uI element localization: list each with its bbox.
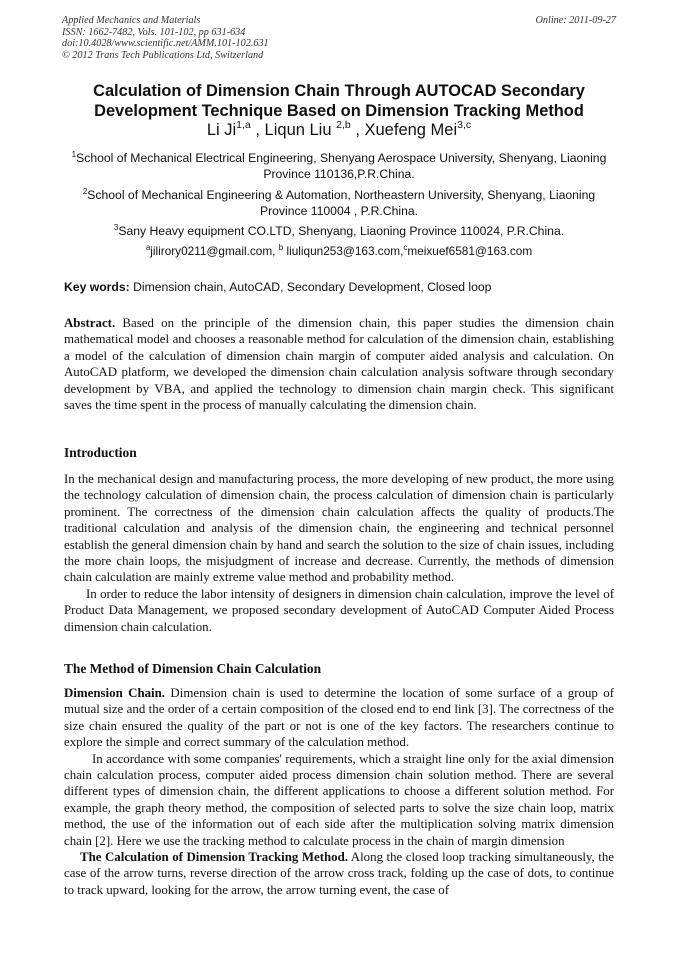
dimension-chain-text: Dimension chain is used to determine the location of some surface of a group of mutual size and the order of a certain composition of the closed end to end link [3]. The correctness of the size chain ensured the quality of the part or not is one of the key factors. The researchers continue to explore the simple and correct summary of the calculation method. <box>64 686 614 750</box>
affiliation-2-line-2: Province 110004 , P.R.China. <box>259 204 419 218</box>
email-a-sup: a <box>145 243 151 252</box>
title-line-2: Development Technique Based on Dimension Tracking Method <box>94 102 584 120</box>
email-c[interactable]: meixuef6581@163.com <box>407 244 533 258</box>
author-sep-2: , <box>350 121 365 139</box>
author-3: Xuefeng Mei <box>364 121 458 139</box>
abstract-text: Based on the principle of the dimension chain, this paper studies the dimension chain mathematical model and chooses a reasonable method for calculation of the dimension chain, establishing a model of the calculation of dimension chain margin of computer aided analysis and calculation. On AutoCAD platform, we developed the dimension chain calculation analysis software through secondary development by VBA, and applied the technology to dimension chain margin check. This significant saves the time spent in the process of manually calculating the dimension chain. <box>64 316 614 413</box>
author-2-sup: 2,b <box>336 119 351 131</box>
author-1: Li Ji <box>206 121 237 139</box>
email-a[interactable]: jilirory0211@gmail.com, <box>150 244 279 258</box>
affiliation-1 <box>60 150 618 182</box>
method-section <box>64 685 614 898</box>
journal-name: Applied Mechanics and Materials <box>62 15 201 26</box>
affiliation-1-line-1: School of Mechanical Electrical Engineering, Shenyang Aerospace University, Shenyang, Liaoning <box>76 151 607 165</box>
keywords <box>64 279 614 295</box>
email-b[interactable]: liuliqun253@163.com, <box>283 244 404 258</box>
author-2: Liqun Liu <box>264 121 332 139</box>
affiliation-2 <box>60 187 618 219</box>
introduction-heading: Introduction <box>64 445 137 460</box>
email-c-sup: c <box>403 243 408 252</box>
author-list <box>0 120 678 140</box>
journal-doi: doi:10.4028/www.scientific.net/AMM.101-102.631 <box>62 38 269 49</box>
introduction-section <box>64 471 614 635</box>
affiliation-3-sup: 3 <box>113 223 119 232</box>
method-paragraph-3 <box>64 849 614 898</box>
keywords-label: Key words: <box>64 280 130 294</box>
keywords-text: Dimension chain, AutoCAD, Secondary Development, Closed loop <box>129 280 492 294</box>
method-paragraph-2: In accordance with some companies' requirements, which a straight line only for the axial dimension chain calculation process, computer aided process dimension chain solution method. There are several different types of dimension chain, the different applications to choose a different solution method. For example, the graph theory method, the composition of selected parts to solve the size chain loop, matrix method, the use of the information out of each side after the multiplication solving matrix dimension chain [2]. Here we use the tracking method to calculate process in the chain of margin dimension <box>64 751 614 848</box>
affiliation-1-sup: 1 <box>71 150 77 159</box>
journal-header <box>62 15 616 61</box>
affiliation-3-line-1: Sany Heavy equipment CO.LTD, Shenyang, Liaoning Province 110024, P.R.China. <box>118 224 565 238</box>
affiliation-1-line-2: Province 110136,P.R.China. <box>263 167 415 181</box>
introduction-paragraph-2: In order to reduce the labor intensity of designers in dimension chain calculation, improve the level of Product Data Management, we proposed secondary development of AutoCAD Computer Aided Process dimension chain calculation. <box>64 586 614 634</box>
tracking-method-text: Along the closed loop tracking simultaneously, the case of the arrow turns, reverse direction of the arrow cross track, folding up the case of dots, to continue to track upward, looking for the arrow, the arrow turning event, the case of <box>64 850 614 897</box>
introduction-paragraph-1: In the mechanical design and manufacturing process, the more developing of new product, the more using the technology calculation of dimension chain, the process calculation of dimension chain is particularly prominent. The correctness of the dimension chain calculation affects the quality of products.The traditional calculation and analysis of the dimension chain, the engineering and technical personnel establish the general dimension chain by hand and search the solution to the size of chain issues, including the more chain loops, the misjudgment of increase and decrease. Currently, the methods of dimension chain calculation are mainly extreme value method and probability method. <box>64 472 614 585</box>
journal-issn: ISSN: 1662-7482, Vols. 101-102, pp 631-634 <box>62 26 246 38</box>
method-paragraph-1 <box>64 685 614 751</box>
author-3-sup: 3,c <box>457 119 472 131</box>
affiliation-3 <box>60 223 618 239</box>
method-heading: The Method of Dimension Chain Calculation <box>64 661 322 676</box>
online-date: Online: 2011-09-27 <box>535 15 616 26</box>
affiliation-2-sup: 2 <box>82 187 88 196</box>
tracking-method-label: The Calculation of Dimension Tracking Method. <box>80 850 349 865</box>
abstract <box>64 315 614 413</box>
title-line-1: Calculation of Dimension Chain Through AUTOCAD Secondary <box>93 82 585 100</box>
affiliation-2-line-1: School of Mechanical Engineering & Automation, Northeastern University, Shenyang, Liaoning <box>87 188 596 202</box>
abstract-label: Abstract. <box>64 316 116 330</box>
email-b-sup: b <box>278 243 284 252</box>
author-emails <box>60 243 618 259</box>
dimension-chain-label: Dimension Chain. <box>64 686 166 700</box>
paper-title <box>40 81 638 121</box>
journal-copyright: © 2012 Trans Tech Publications Ltd, Switzerland <box>62 49 264 61</box>
author-sep-1: , <box>250 121 265 139</box>
author-1-sup: 1,a <box>236 119 251 131</box>
